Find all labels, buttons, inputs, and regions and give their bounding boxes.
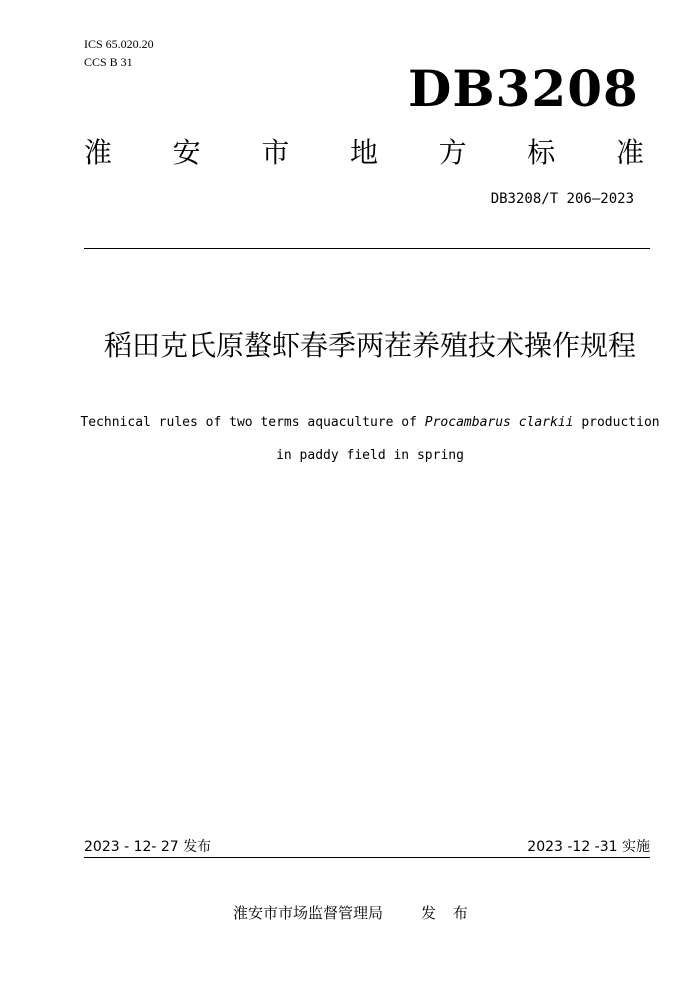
document-title-en-line2: in paddy field in spring (276, 448, 464, 463)
standard-type-char: 方 (438, 136, 467, 169)
implement-date: 2023 -12 -31 实施 (527, 839, 650, 855)
ccs-code: CCS B 31 (84, 55, 133, 69)
header-divider (84, 248, 650, 249)
standard-type-char: 标 (527, 136, 556, 169)
document-title-en-line1 (60, 414, 680, 432)
standard-type-char: 地 (349, 136, 378, 169)
publish-date: 2023 - 12- 27 发布 (84, 839, 212, 855)
document-title-zh: 稻田克氏原螯虾春季两茬养殖技术操作规程 (103, 329, 636, 362)
standard-number: DB3208/T 206—2023 (490, 191, 634, 207)
issuer-line (233, 903, 493, 923)
standard-type-heading (84, 136, 644, 170)
title-en-suffix: production (573, 415, 660, 430)
standard-type-char: 准 (615, 136, 644, 169)
title-en-species: Procambarus clarkii (424, 415, 574, 430)
issuer-name: 淮安市市场监督管理局 (233, 904, 384, 922)
title-en-prefix: Technical rules of two terms aquaculture of (80, 415, 425, 430)
standard-type-char: 淮 (84, 136, 113, 169)
date-row (84, 838, 650, 858)
db-logo: DB3208 (408, 59, 639, 118)
standard-type-char: 安 (172, 136, 201, 169)
issuer-action: 发 布 (421, 904, 474, 922)
ics-code: ICS 65.020.20 (84, 37, 154, 51)
standard-type-char: 市 (261, 136, 290, 169)
